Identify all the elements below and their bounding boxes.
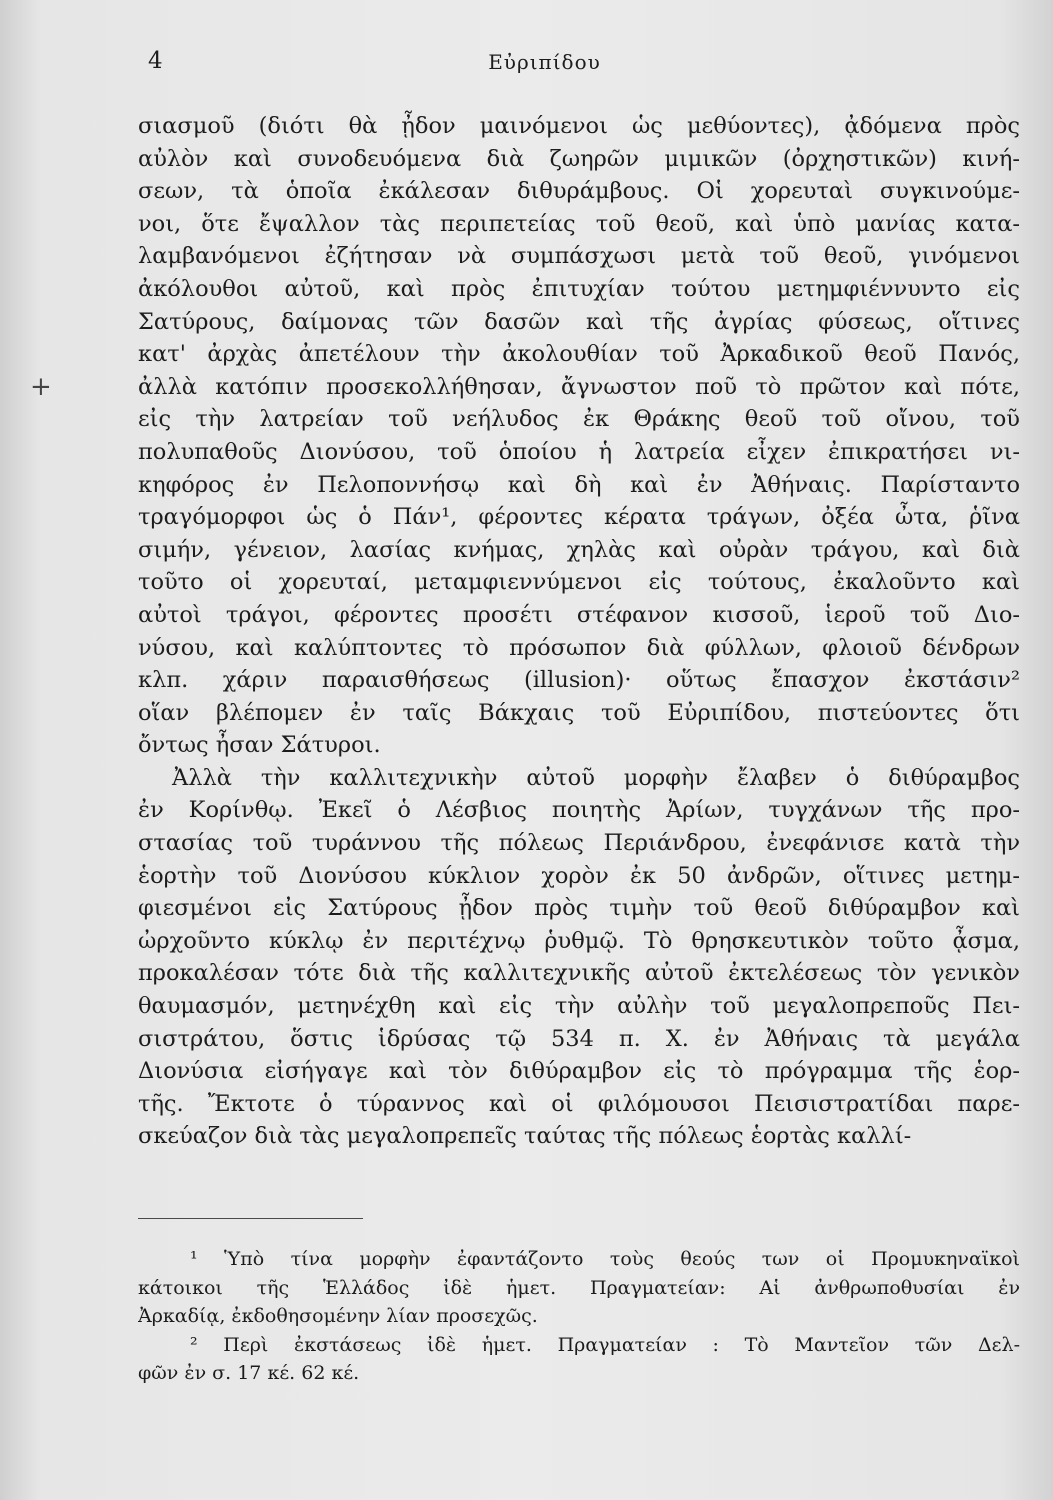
page-number: 4 — [148, 48, 163, 74]
text-line: ἐν Κορίνθῳ. Ἐκεῖ ὁ Λέσβιος ποιητὴς Ἀρίων, τυγχάνων τῆς προ- — [138, 797, 1020, 824]
text-line: οἵαν βλέπομεν ἐν ταῖς Βάκχαις τοῦ Εὐριπίδου, πιστεύοντες ὅτι — [138, 699, 1020, 726]
text-line: ¹ Ὑπὸ τίνα μορφὴν ἐφαντάζοντο τοὺς θεούς των οἱ Προμυκηναϊκοὶ — [190, 1248, 1020, 1270]
text-line: εἰς τὴν λατρείαν τοῦ νεήλυδος ἐκ Θράκης θεοῦ τοῦ οἴνου, τοῦ — [138, 406, 1020, 433]
margin-plus-mark: + — [30, 372, 52, 402]
text-line: Ἀρκαδίᾳ, ἐκδοθησομένην λίαν προσεχῶς. — [138, 1305, 538, 1327]
text-line: κηφόρος ἐν Πελοποννήσῳ καὶ δὴ καὶ ἐν Ἀθήναις. Παρίσταντο — [138, 471, 1020, 498]
text-line: σιασμοῦ (διότι θὰ ᾖδον μαινόμενοι ὡς μεθύοντες), ᾀδόμενα πρὸς — [138, 113, 1020, 139]
text-line: τῆς. Ἔκτοτε ὁ τύραννος καὶ οἱ φιλόμουσοι Πεισιστρατίδαι παρε- — [138, 1090, 1020, 1117]
main-text — [138, 110, 1020, 1153]
text-line: φῶν ἐν σ. 17 κέ. 62 κέ. — [138, 1362, 360, 1384]
text-line: σιστράτου, ὅστις ἱδρύσας τῷ 534 π. Χ. ἐν Ἀθήναις τὰ μεγάλα — [138, 1025, 1020, 1052]
text-line: κλπ. χάριν παραισθήσεως (illusion)· οὕτως ἔπασχον ἐκστάσιν² — [138, 667, 1020, 694]
text-line: νύσου, καὶ καλύπτοντες τὸ πρόσωπον διὰ φύλλων, φλοιοῦ δένδρων — [138, 634, 1020, 661]
text-line: φιεσμένοι εἰς Σατύρους ᾖδον πρὸς τιμὴν τοῦ θεοῦ διθύραμβον καὶ — [138, 895, 1020, 922]
footnotes — [138, 1218, 1020, 1388]
running-title: Εὐριπίδου — [488, 50, 601, 74]
text-line: τραγόμορφοι ὡς ὁ Πάν¹, φέροντες κέρατα τράγων, ὀξέα ὦτα, ῥῖνα — [138, 504, 1020, 531]
text-line: θαυμασμόν, μετηνέχθη καὶ εἰς τὴν αὐλὴν τοῦ μεγαλοπρεποῦς Πει- — [138, 993, 1020, 1020]
text-line: ἀλλὰ κατόπιν προσεκολλήθησαν, ἄγνωστον ποῦ τὸ πρῶτον καὶ πότε, — [138, 373, 1020, 400]
text-line: ἑορτὴν τοῦ Διονύσου κύκλιον χορὸν ἐκ 50 ἀνδρῶν, οἵτινες μετημ- — [138, 862, 1020, 889]
footnote-rule — [138, 1218, 363, 1219]
text-line: ὄντως ἦσαν Σάτυροι. — [138, 732, 381, 759]
text-line: σεων, τὰ ὁποῖα ἐκάλεσαν διθυράμβους. Οἱ χορευταὶ συγκινούμε- — [138, 178, 1020, 205]
text-line: αὐλὸν καὶ συνοδευόμενα διὰ ζωηρῶν μιμικῶν (ὀρχηστικῶν) κινή- — [138, 145, 1020, 172]
page-header — [148, 48, 941, 82]
footnote-2 — [138, 1331, 1020, 1388]
text-line: ἀκόλουθοι αὐτοῦ, καὶ πρὸς ἐπιτυχίαν τούτου μετημφιέννυντο εἰς — [138, 275, 1020, 302]
text-line: τοῦτο οἱ χορευταί, μεταμφιεννύμενοι εἰς τούτους, ἐκαλοῦντο καὶ — [138, 569, 1020, 596]
footnote-1 — [138, 1245, 1020, 1331]
text-line: Σατύρους, δαίμονας τῶν δασῶν καὶ τῆς ἀγρίας φύσεως, οἵτινες — [138, 308, 1020, 335]
paragraph-1 — [138, 110, 1020, 762]
paragraph-2 — [138, 762, 1020, 1153]
text-line: κατ' ἀρχὰς ἀπετέλουν τὴν ἀκολουθίαν τοῦ Ἀρκαδικοῦ θεοῦ Πανός, — [138, 341, 1020, 368]
text-line: Διονύσια εἰσήγαγε καὶ τὸν διθύραμβον εἰς τὸ πρόγραμμα τῆς ἑορ- — [138, 1058, 1020, 1085]
text-line: προκαλέσαν τότε διὰ τῆς καλλιτεχνικῆς αὐτοῦ ἐκτελέσεως τὸν γενικὸν — [138, 960, 1020, 987]
text-line: ² Περὶ ἐκστάσεως ἰδὲ ἡμετ. Πραγματείαν : Τὸ Μαντεῖον τῶν Δελ- — [190, 1333, 1020, 1356]
text-line: λαμβανόμενοι ἐζήτησαν νὰ συμπάσχωσι μετὰ τοῦ θεοῦ, γινόμενοι — [138, 243, 1020, 270]
text-line: πολυπαθοῦς Διονύσου, τοῦ ὁποίου ἡ λατρεία εἶχεν ἐπικρατήσει νι- — [138, 438, 1020, 465]
text-line: αὐτοὶ τράγοι, φέροντες προσέτι στέφανον κισσοῦ, ἱεροῦ τοῦ Διο- — [138, 601, 1020, 628]
text-line: ὠρχοῦντο κύκλῳ ἐν περιτέχνῳ ῥυθμῷ. Τὸ θρησκευτικὸν τοῦτο ᾆσμα, — [138, 927, 1020, 954]
text-line: σκεύαζον διὰ τὰς μεγαλοπρεπεῖς ταύτας τῆς πόλεως ἑορτὰς καλλί- — [138, 1123, 912, 1150]
text-line: κάτοικοι τῆς Ἑλλάδος ἰδὲ ἡμετ. Πραγματείαν: Αἱ ἀνθρωποθυσίαι ἐν — [138, 1276, 1020, 1299]
text-line: Ἀλλὰ τὴν καλλιτεχνικὴν αὐτοῦ μορφὴν ἔλαβεν ὁ διθύραμβος — [172, 764, 1020, 791]
text-line: σιμήν, γένειον, λασίας κνήμας, χηλὰς καὶ οὐρὰν τράγου, καὶ διὰ — [138, 536, 1020, 563]
text-line: στασίας τοῦ τυράννου τῆς πόλεως Περιάνδρου, ἐνεφάνισε κατὰ τὴν — [138, 830, 1020, 857]
text-line: νοι, ὅτε ἔψαλλον τὰς περιπετείας τοῦ θεοῦ, καὶ ὑπὸ μανίας κατα- — [138, 210, 1020, 237]
